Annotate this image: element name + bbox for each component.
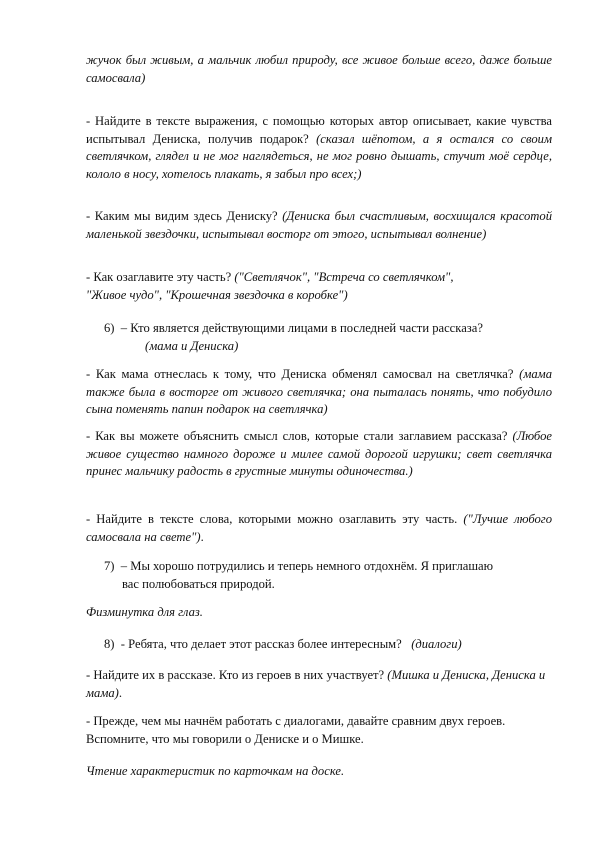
- answer-text: (сказал шёпотом, а я остался со своим светлячком, глядел и не мог наглядеться, не мог ровно дышать, стучит моё сердце, кололо в носу, хотелось плакать, я забыл про всех;): [86, 131, 552, 181]
- item-number: 6): [104, 321, 115, 335]
- question-text: – Кто является действующими лицами в последней части рассказа?: [120, 321, 483, 335]
- answer-text: (Любое живое существо намного дороже и милее самой дорогой игрушки; свет светлячка принес мальчику радость в грустные минуты одиночества.): [86, 429, 552, 478]
- answer-text: (мама также была в восторге от живого светлячка; она пыталась понять, что побудило сына поменять папин подарок на светлячка): [86, 367, 552, 416]
- question-text: - Найдите в тексте слова, которыми можно озаглавить эту часть.: [86, 512, 464, 526]
- numbered-item-7: [104, 558, 554, 593]
- instruction-text-line2: вас полюбоваться природой.: [122, 576, 275, 591]
- question-text: - Как озаглавите эту часть?: [86, 270, 235, 284]
- section-note-reading-cards: [86, 763, 552, 781]
- note-text: Физминутка для глаз.: [86, 605, 203, 619]
- numbered-item-8: [104, 636, 554, 654]
- punctuation: .: [118, 685, 123, 700]
- paragraph-question-dialogues: [86, 667, 552, 702]
- paragraph-answer-continuation: [86, 52, 552, 87]
- answer-text: (диалоги): [411, 637, 462, 651]
- paragraph-question-denis: [86, 208, 552, 243]
- section-note-eye-exercise: [86, 604, 552, 622]
- note-text: Чтение характеристик по карточкам на доске.: [86, 764, 345, 778]
- paragraph-question-title: [86, 269, 552, 304]
- answer-text-line2: "Живое чудо", "Крошечная звездочка в коробке"): [86, 287, 348, 302]
- question-text: - Как мама отнеслась к тому, что Дениска обменял самосвал на светлячка?: [86, 367, 520, 381]
- answer-text: жучок был живым, а мальчик любил природу, все живое больше всего, даже больше самосвала): [86, 53, 552, 85]
- item-number: 8): [104, 637, 115, 651]
- answer-text: ("Лучше любого самосвала на свете"): [86, 512, 553, 544]
- question-text: - Ребята, что делает этот рассказ более интересным?: [120, 637, 402, 651]
- answer-text: (Мишка и Дениска, Дениска и мама): [86, 668, 546, 700]
- paragraph-question-feelings: [86, 113, 552, 183]
- answer-text: (мама и Дениска): [145, 338, 239, 353]
- question-text: - Как вы можете объяснить смысл слов, которые стали заглавием рассказа?: [86, 429, 513, 443]
- answer-text: ("Светлячок", "Встреча со светлячком",: [234, 270, 454, 284]
- paragraph-question-title-meaning: [86, 428, 552, 481]
- paragraph-question-mother: [86, 366, 552, 419]
- question-text: - Найдите их в рассказе. Кто из героев в них участвует?: [86, 668, 388, 682]
- paragraph-compare-heroes: [86, 713, 552, 748]
- question-text: - Каким мы видим здесь Дениску?: [86, 209, 283, 223]
- answer-text: (Дениска был счастливым, восхищался красотой маленькой звездочки, испытывал восторг от этого, испытывал волнение): [86, 209, 552, 241]
- paragraph-question-words: [86, 511, 552, 546]
- item-number: 7): [104, 559, 115, 573]
- instruction-text: – Мы хорошо потрудились и теперь немного отдохнём. Я приглашаю: [120, 559, 494, 573]
- punctuation: .: [200, 529, 204, 544]
- numbered-item-6: [104, 320, 554, 355]
- question-text: - Найдите в тексте выражения, с помощью которых автор описывает, какие чувства испытывал Дениска, получив подарок?: [86, 114, 552, 146]
- instruction-text: - Прежде, чем мы начнём работать с диалогами, давайте сравним двух героев. Вспомните, что мы говорили о Дениске и о Мишке.: [86, 714, 506, 746]
